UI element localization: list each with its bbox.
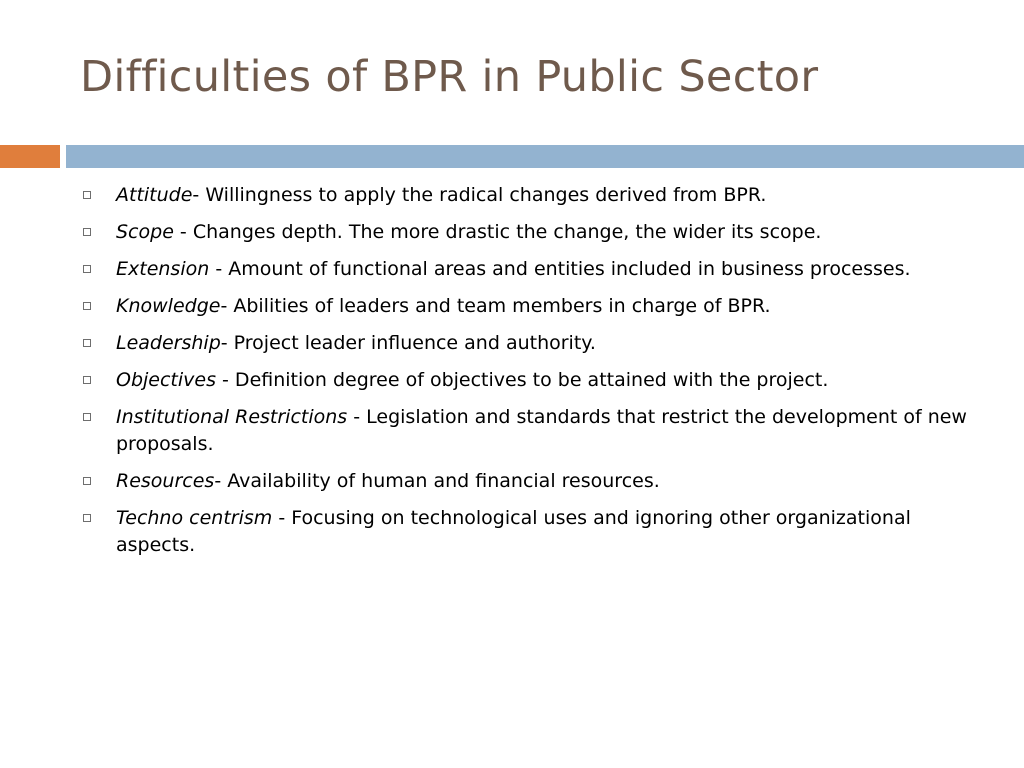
square-bullet-icon xyxy=(83,302,91,310)
bullet-text: - Definition degree of objectives to be attained with the project. xyxy=(216,369,829,391)
bullet-item-institutional-restrictions xyxy=(82,404,982,458)
bullet-term: Extension xyxy=(116,258,210,280)
square-bullet-icon xyxy=(83,514,91,522)
bullet-list xyxy=(82,182,982,569)
bullet-term: Institutional Restrictions xyxy=(116,406,348,428)
square-bullet-icon xyxy=(83,265,91,273)
square-bullet-icon xyxy=(83,376,91,384)
bullet-item-knowledge xyxy=(82,293,982,320)
square-bullet-icon xyxy=(83,191,91,199)
bullet-item-objectives xyxy=(82,367,982,394)
bullet-term: Techno centrism xyxy=(116,507,273,529)
square-bullet-icon xyxy=(83,339,91,347)
bullet-term: Scope xyxy=(116,221,174,243)
bullet-term: Attitude xyxy=(116,184,193,206)
bullet-item-resources xyxy=(82,468,982,495)
bullet-term: Objectives xyxy=(116,369,216,391)
bullet-text: - Changes depth. The more drastic the change, the wider its scope. xyxy=(173,221,822,243)
bullet-term: Knowledge xyxy=(116,295,221,317)
bullet-text: - Abilities of leaders and team members in charge of BPR. xyxy=(220,295,771,317)
bullet-term: Resources xyxy=(116,470,215,492)
bullet-text: - Amount of functional areas and entities included in business processes. xyxy=(209,258,911,280)
bullet-item-techno-centrism xyxy=(82,505,982,559)
square-bullet-icon xyxy=(83,477,91,485)
bullet-item-attitude xyxy=(82,182,982,209)
accent-band-blue xyxy=(66,145,1024,168)
slide-title: Difficulties of BPR in Public Sector xyxy=(80,52,819,102)
bullet-text: - Focusing on technological uses and ignoring other organizational aspects. xyxy=(116,507,911,556)
bullet-text: - Legislation and standards that restrict the development of new proposals. xyxy=(116,406,967,455)
bullet-item-leadership xyxy=(82,330,982,357)
square-bullet-icon xyxy=(83,228,91,236)
square-bullet-icon xyxy=(83,413,91,421)
bullet-text: - Willingness to apply the radical changes derived from BPR. xyxy=(192,184,767,206)
bullet-item-scope xyxy=(82,219,982,246)
bullet-text: - Project leader influence and authority. xyxy=(220,332,596,354)
bullet-item-extension xyxy=(82,256,982,283)
accent-band-orange xyxy=(0,145,60,168)
bullet-term: Leadership xyxy=(116,332,221,354)
bullet-text: - Availability of human and financial resources. xyxy=(214,470,660,492)
